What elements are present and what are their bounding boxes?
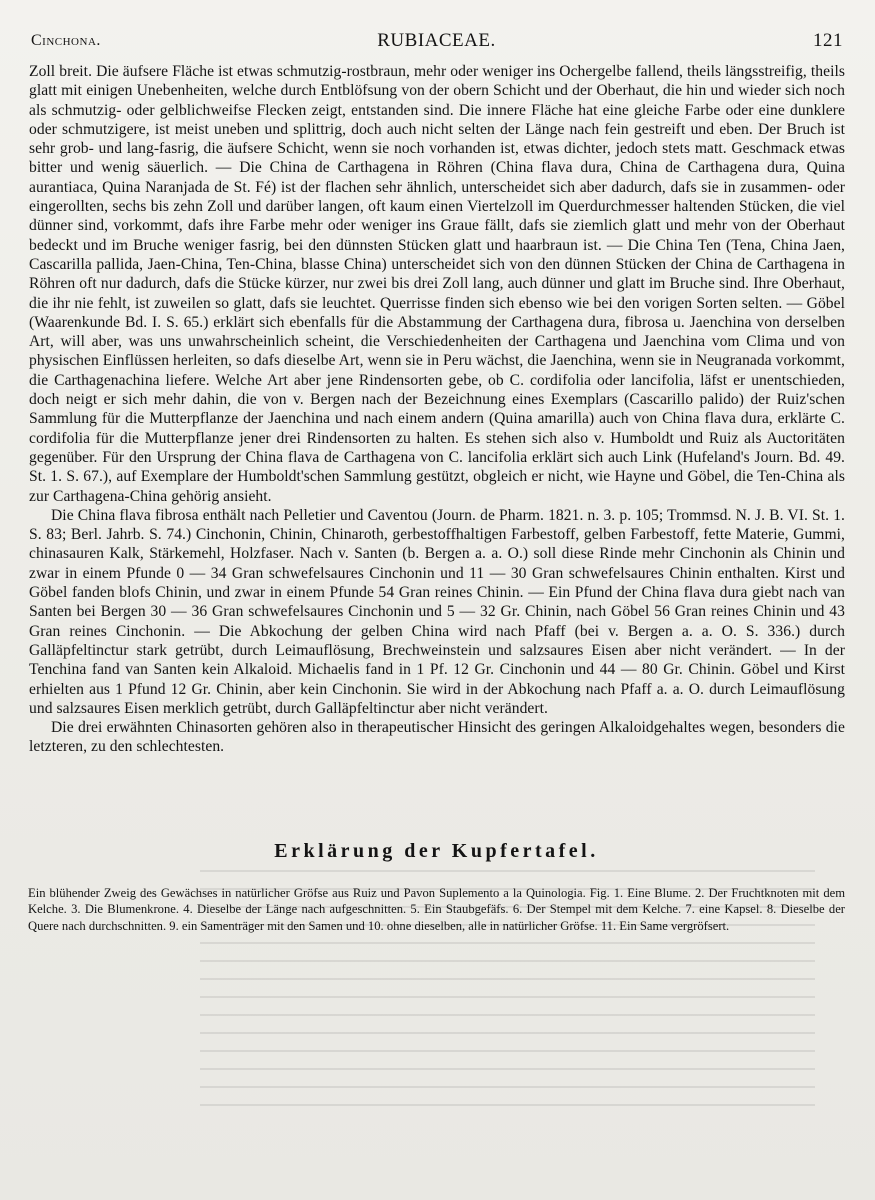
paragraph-chemistry: Die China flava fibrosa enthält nach Pelletier und Caventou (Journ. de Pharm. 1821. n. 3. p. 105; Trommsd. N. J. B. VI. St. 1. S. 83; Berl. Jahrb. S. 74.) Cinchonin, Chinin, Chinaroth, gerbestoffhaltigen Farbestoff, gelben Farbestoff, fette Materie, Gummi, chinasauren Kalk, Stärkemehl, Holzfaser. Nach v. Santen (b. Bergen a. a. O.) soll diese Rinde mehr Cinchonin als Chinin und zwar in einem Pfunde 0 — 34 Gran schwefelsaures Cinchonin und 11 — 30 Gran schwefelsaures Chinin enthalten. Kirst und Göbel fanden blofs Chinin, und zwar in einem Pfunde 54 Gran reines Chinin. — Ein Pfund der China flava dura giebt nach van Santen bei Bergen 30 — 36 Gran schwefelsaures Cinchonin und 5 — 32 Gr. Chinin, nach Göbel 56 Gran reines Chinin und 43 Gran reines Cinchonin. — Die Abkochung der gelben China wird nach Pfaff (bei v. Bergen a. a. O. S. 336.) durch Galläpfeltinctur stark getrübt, durch Leimauflösung, Brechweinstein und salzsaures Eisen aber nicht verändert. — In der Tenchina fand van Santen kein Alkaloid. Michaelis fand in 1 Pf. 12 Gr. Cinchonin und 44 — 80 Gr. Chinin. Göbel und Kirst erhielten aus 1 Pfund 12 Gr. Chinin, aber kein Cinchonin. Sie wird in der Abkochung nach Pfaff a. a. O. durch Leimauflösung und salzsaures Eisen merklich getrübt, durch Galläpfeltinctur aber nicht verändert. bbox=[29, 506, 845, 717]
paragraph-conclusion: Die drei erwähnten Chinasorten gehören also in therapeutischer Hinsicht des geringen Alkaloidgehaltes wegen, besonders die letzteren, zu den schlechtesten. bbox=[29, 719, 845, 756]
plate-caption: Ein blühender Zweig des Gewächses in natürlicher Gröfse aus Ruiz und Pavon Suplemento a la Quinologia. Fig. 1. Eine Blume. 2. Der Fruchtknoten mit dem Kelche. 3. Die Blumenkrone. 4. Dieselbe der Länge nach aufgeschnitten. 5. Ein Staubgefäfs. 6. Der Stempel mit dem Kelche. 7. eine Kapsel. 8. Dieselbe der Quere nach durchschnitten. 9. ein Samenträger mit den Samen und 10. ohne dieselben, alle in natürlicher Gröfse. 11. Ein Same vergröfsert. bbox=[28, 885, 845, 933]
running-header bbox=[28, 26, 845, 62]
header-genus: Cinchona. bbox=[31, 32, 101, 49]
page-number: 121 bbox=[813, 30, 843, 51]
paragraph-bark-description: Zoll breit. Die äufsere Fläche ist etwas schmutzig-rostbraun, mehr oder weniger ins Ochergelbe fallend, theils längsstreifig, theils glatt mit einigen Unebenheiten, welche durch Entblöfsung von der obern Schicht und der Oberhaut, die hin und wieder sich noch als schmutzig- oder gelblichweifse Flecken zeigt, entstanden sind. Die innere Fläche hat eine gleiche Farbe oder eine dunklere oder schmutzigere, ist meist uneben und splittrig, doch auch nicht selten der Länge nach fein gestreift und eben. Der Bruch ist sehr grob- und lang-fasrig, die äufsere Schicht, wenn sie noch vorhanden ist, etwas dichter, jedoch stets matt. Geschmack etwas bitter und wenig säuerlich. — Die China de Carthagena in Röhren (China flava dura, China de Carthagena dura, Quina aurantiaca, Quina Naranjada de St. Fé) ist der flachen sehr ähnlich, unterscheidet sich aber dadurch, dafs sie in zusammen- oder eingerollten, sechs bis zehn Zoll und darüber langen, oft kaum einen Viertelzoll im Querdurchmesser haltenden Stücken, die viel dünner sind, vorkommt, dafs ihre Farbe mehr oder weniger ins Graue fällt, dafs sie ziemlich glatt und mehr von der Oberhaut bedeckt und im Bruche weniger fasrig, bei den dünnsten Stücken glatt und haarbraun ist. — Die China Ten (Tena, China Jaen, Cascarilla pallida, Jaen-China, Ten-China, blasse China) unterscheidet sich von den dünnen Stücken der China de Carthagena in Röhren oft nur dadurch, dafs die Stücke kürzer, nur zwei bis drei Zoll lang, auch dünner und glatt im Bruche sind. Ihre Oberhaut, die ihr nie fehlt, ist zuweilen so glatt, dafs sie leuchtet. Querrisse finden sich ebenso wie bei den vorigen Sorten selten. — Göbel (Waarenkunde Bd. I. S. 65.) erklärt sich ebenfalls für die Abstammung der Carthagena dura, fibrosa u. Jaenchina von derselben Art, will aber, was uns unwahrscheinlich scheint, die Verschiedenheiten der Carthagena und Jaenchina vom Clima und von physischen Einflüssen herleiten, so dafs dieselbe Art, wenn sie in Peru wächst, die Jaenchina, wenn sie in Neugranada vorkommt, die Carthagenachina liefere. Welche Art aber jene Rindensorten gebe, ob C. cordifolia oder lancifolia, läfst er unentschieden, doch neigt er sich mehr dahin, die von v. Bergen nach der Bezeichnung eines Exemplars (Cascarillo palido) der Ruiz'schen Sammlung für die Mutterpflanze der Jaenchina und nach einem andern (Quina amarilla) auch von China flava dura, erklärte C. cordifolia für die Mutterpflanze jener drei Rindensorten zu halten. Es stehen sich also v. Humboldt und Ruiz als Auctoritäten gegenüber. Für den Ursprung der China flava de Carthagena von C. lancifolia erklärt sich auch Link (Hufeland's Journ. Bd. 49. St. 1. S. 67.), auf Exemplare der Humboldt'schen Sammlung gestützt, obgleich er nicht, wie Hayne und Göbel, die Ten-China als zur Carthagena-China gehörig ansieht. bbox=[29, 63, 845, 505]
header-family: RUBIACEAE. bbox=[377, 30, 496, 51]
main-text bbox=[29, 62, 845, 757]
plate-explanation-heading: Erklärung der Kupfertafel. bbox=[274, 839, 599, 862]
